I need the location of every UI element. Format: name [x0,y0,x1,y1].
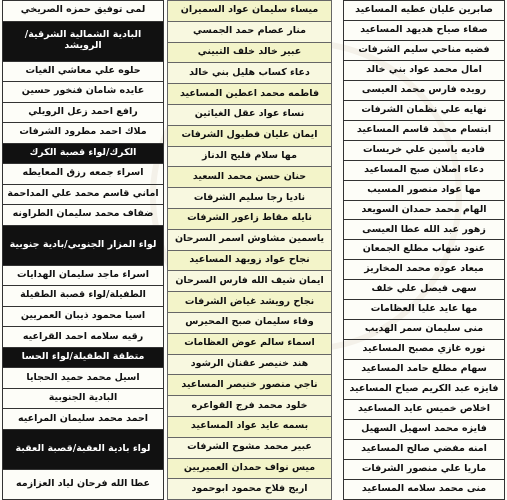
region-header: البادية الشمالية الشرقية/ الرويشد [2,22,164,62]
name-cell: اسيل محمد حميد الحجايا [2,368,164,389]
name-cell: ميس نواف حمدان العميريين [167,459,332,480]
name-cell: احمد محمد سليمان المراعيه [2,409,164,430]
name-cell: عطا الله فرحان لياد العزازمه [2,470,164,500]
name-cell: ايمان عليان فطيول الشرفات [167,126,332,147]
name-cell: رويده فارس محمد العيسى [343,81,505,101]
name-cell: اسيا محمود ذيبان العمريين [2,307,164,328]
name-cell: ياسمين مشاوش اسمر السرحان [167,230,332,251]
name-cell: ميساء سليمان عواد السميران [167,0,332,22]
name-cell: ايمان شيف الله فارس السرحان [167,271,332,292]
names-column-left [2,0,164,500]
name-cell: ملاك احمد مطرود الشرفات [2,123,164,144]
name-cell: دعاء اصلان صبح المساعيد [343,161,505,181]
name-cell: نجاح عواد زويهد المساعيد [167,251,332,272]
name-cell: فايزه محمد اسهيل السهيل [343,420,505,440]
name-cell: عايده شامان فنخور حسين [2,82,164,103]
name-cell: اسراء جمعه رزق المعايطه [2,164,164,185]
names-column-middle [167,0,332,500]
name-cell: نهايه علي نظمان الشرفات [343,101,505,121]
name-cell: فضيه مناحي سليم الشرفات [343,41,505,61]
name-cell: هند خنيصر عقنان الرشود [167,355,332,376]
name-cell: اخلاص خميس عايد المساعيد [343,400,505,420]
name-cell: رافع احمد زعل الرويلي [2,103,164,124]
name-cell: الطفيلة/لواء قصبة الطفيلة [2,286,164,307]
name-cell: خلود محمد فرج القواعره [167,396,332,417]
name-cell: نوره غازي مصبح المساعيد [343,340,505,360]
name-cell: ابتسام محمد قاسم المساعيد [343,121,505,141]
name-cell: حلوه علي معاشي الغيات [2,62,164,83]
name-cell: صفاء صياح هديهد المساعيد [343,21,505,41]
name-cell: عنود شهاب مطلع الجمعان [343,240,505,260]
name-cell: مها عواد منصور المسيب [343,181,505,201]
name-cell: ناديا رجا سليم الشرفات [167,188,332,209]
name-cell: زهور عبد الله عطا العيسى [343,220,505,240]
name-cell: فاطمه محمد اعطين المساعيد [167,84,332,105]
names-column-right [343,0,505,500]
name-cell: ميعاد عوده محمد المخاريز [343,260,505,280]
name-cell: نايله مقاط زاعور الشرفات [167,209,332,230]
region-header: لواء بادية العقبة/قصبة العقبة [2,430,164,470]
name-cell: ناجي منصور خنيصر المساعيد [167,375,332,396]
name-cell: نجاح رويشد غياض الشرفات [167,292,332,313]
name-cell: البادية الجنوبية [2,389,164,410]
name-cell: بسمه عايد عواد المساعيد [167,417,332,438]
name-cell: نساء عواد عقل الغياثين [167,105,332,126]
region-header: لواء المزار الجنوبي/بادية جنوبية [2,226,164,266]
region-header: الكرك/لواء قصبة الكرك [2,144,164,165]
region-header: متطقة الطفيلة/لواء الحسا [2,348,164,369]
name-cell: سهام مطلع حامد المساعيد [343,360,505,380]
name-cell: مها عايد عليا العظامات [343,300,505,320]
name-cell: لمى توفيق حمزه الصريخي [2,0,164,22]
name-cell: امنه مفضي صالح المساعيد [343,440,505,460]
name-cell: اريج فلاح محمود ابوحمود [167,479,332,500]
name-cell: اسراء ماجد سليمان الهدايات [2,266,164,287]
name-cell: مها سلام فليح الدناز [167,147,332,168]
name-cell: حنان حسن محمد السعيد [167,167,332,188]
name-cell: منى محمد سلامه المساعيد [343,480,505,500]
name-cell: عبير محمد مشوح الشرفات [167,438,332,459]
name-cell: منى سليمان سمر الهديب [343,320,505,340]
name-cell: وفاء سليمان صبح المحيرس [167,313,332,334]
name-cell: سهى فيصل علي خلف [343,280,505,300]
name-cell: عبير خالد خلف التبيني [167,43,332,64]
name-cell: ماريا علي منصور الشرفات [343,460,505,480]
name-cell: فايزه عبد الكريم صياح المساعيد [343,380,505,400]
name-cell: رقيه سلامه احمد القراعيه [2,327,164,348]
name-cell: امال محمد عواد بني خالد [343,61,505,81]
name-cell: دعاء كساب هليل بني خالد [167,63,332,84]
name-cell: ضفاف محمد سليمان الطراونه [2,205,164,226]
name-cell: صابرين عليان عطيه المساعيد [343,0,505,21]
name-cell: اماني قاسم محمد علي المداحمة [2,185,164,206]
name-cell: منار عصام حمد الجمسي [167,22,332,43]
name-cell: فاديه ياسين علي خريسات [343,141,505,161]
name-cell: اسماء سالم عوض العظامات [167,334,332,355]
name-cell: الهام محمد حمدان السويعد [343,201,505,221]
